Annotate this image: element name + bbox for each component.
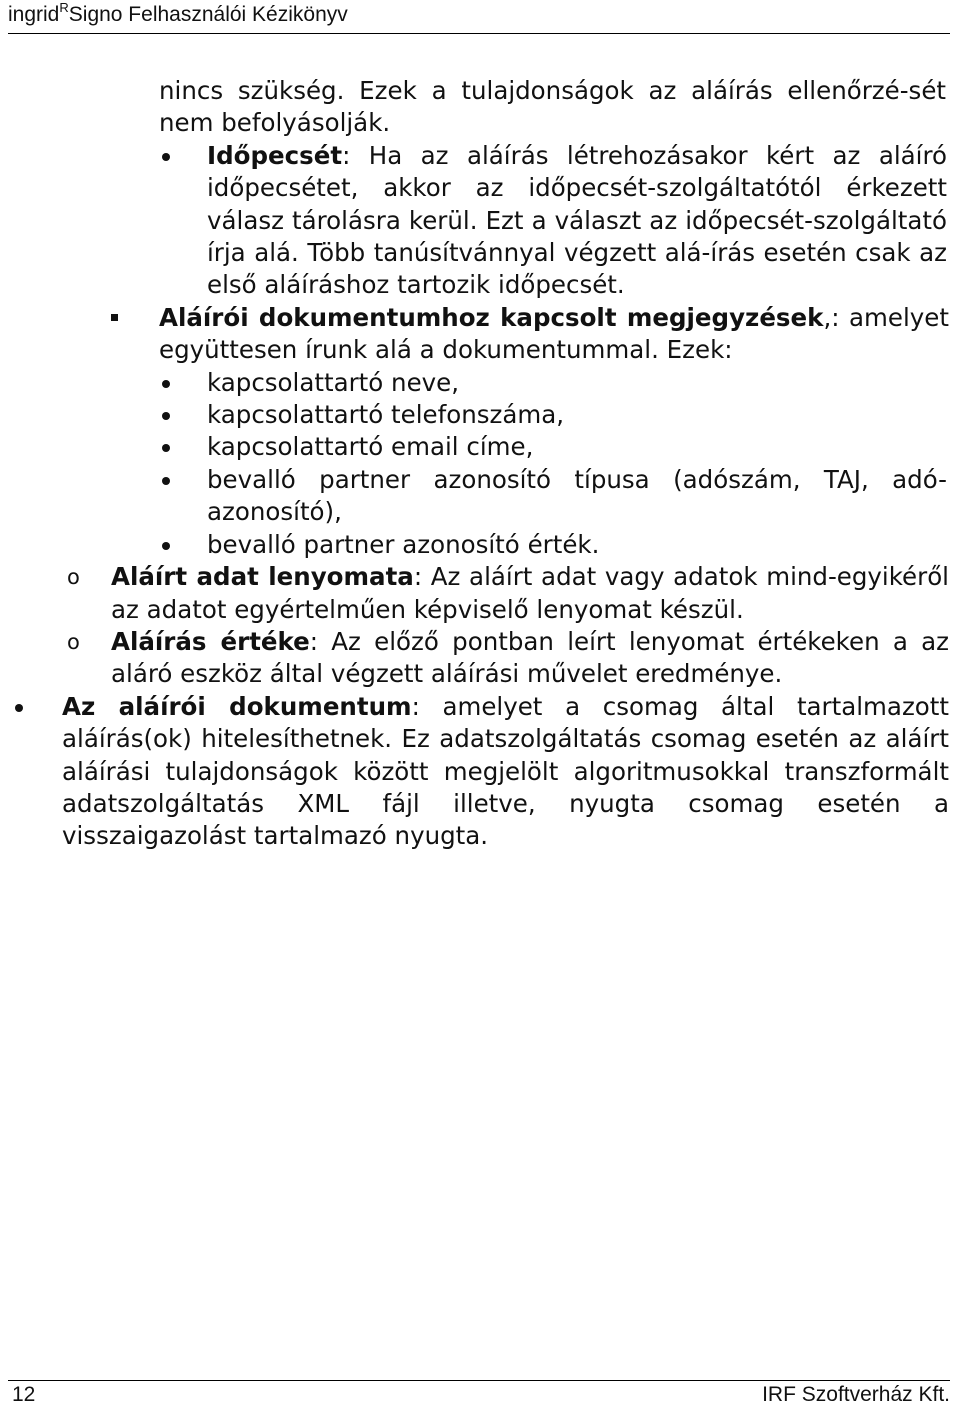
page-content: [0, 75, 960, 853]
list-item: [0, 464, 947, 529]
bullet-circle-icon: o: [67, 629, 80, 654]
list-item-signer-notes: [0, 302, 949, 367]
bullet-dot-icon: [162, 412, 170, 420]
list-item: [0, 431, 947, 463]
header-title-prefix: ingrid: [8, 3, 60, 26]
bullet-dot-icon: [162, 444, 170, 452]
signer-document-text: : amelyet a csomag által tartalmazott aláírás(ok) hitelesíthetnek. Ez adatszolgáltatás csomag esetén az aláírt aláírási tulajdonságok között megjelölt algoritmusokkal transzformált adatszolgáltatás XML fájl illetve, nyugta csomag esetén a visszaigazolást tartalmazó nyugta.: [62, 691, 950, 851]
list-item: [0, 367, 947, 399]
page-number: 12: [12, 1383, 36, 1406]
list-item: [0, 399, 947, 431]
page-header: [8, 0, 950, 34]
intro-text: nincs szükség. Ezek a tulajdonságok az aláírás ellenőrzé-sét nem befolyásolják.: [159, 76, 946, 138]
signer-notes-item: kapcsolattartó telefonszáma,: [207, 400, 565, 430]
signer-notes-item: bevalló partner azonosító érték.: [207, 529, 600, 559]
bullet-dot-icon: [162, 542, 170, 550]
bullet-dot-icon: [162, 153, 170, 161]
bullet-circle-icon: o: [67, 565, 80, 590]
signed-hash-term: Aláírt adat lenyomata: [111, 562, 414, 592]
signature-value-text: : Az előző pontban leírt lenyomat értékeken a az aláró eszköz által végzett aláírási művelet eredménye.: [111, 626, 950, 689]
signer-notes-item: kapcsolattartó email címe,: [207, 432, 534, 462]
bullet-square-icon: [111, 314, 118, 321]
list-item: [0, 529, 947, 561]
signer-notes-term: Aláírói dokumentumhoz kapcsolt megjegyzések: [159, 302, 824, 332]
header-title: Signo Felhasználói Kézikönyv: [68, 3, 348, 26]
bullet-dot-icon: [162, 380, 170, 388]
company-name: IRF Szoftverház Kft.: [762, 1383, 950, 1406]
list-item-signature-value: [0, 626, 949, 691]
page-footer: [8, 1380, 950, 1407]
signer-document-term: Az aláírói dokumentum: [62, 691, 412, 721]
bullet-dot-icon: [162, 477, 170, 485]
intro-paragraph: [0, 75, 946, 140]
timestamp-text: : Ha az aláírás létrehozásakor kért az aláíró időpecsétet, akkor az időpecsét-szolgáltatótól érkezett válasz tárolásra kerül. Ezt a választ az időpecsét-szolgáltató írja alá. Több tanúsítvánnyal végzett alá-írás esetén csak az első aláíráshoz tartozik időpecsét.: [207, 140, 947, 300]
signer-notes-item: kapcsolattartó neve,: [207, 367, 460, 397]
registered-mark: R: [59, 0, 69, 15]
list-item-timestamp: [0, 140, 947, 302]
list-item-signer-document: [0, 691, 949, 853]
bullet-dot-icon: [15, 704, 23, 712]
list-item-signed-hash: [0, 561, 949, 626]
signature-value-term: Aláírás értéke: [111, 626, 310, 656]
signer-notes-item: bevalló partner azonosító típusa (adószám, TAJ, adó-azonosító),: [207, 464, 947, 527]
signed-hash-text: : Az aláírt adat vagy adatok mind-egyikéről az adatot egyértelműen képviselő lenyomat készül.: [111, 562, 949, 624]
signer-notes-text: ,: amelyet együttesen írunk alá a dokumentummal. Ezek:: [159, 302, 949, 365]
timestamp-term: Időpecsét: [207, 140, 343, 170]
